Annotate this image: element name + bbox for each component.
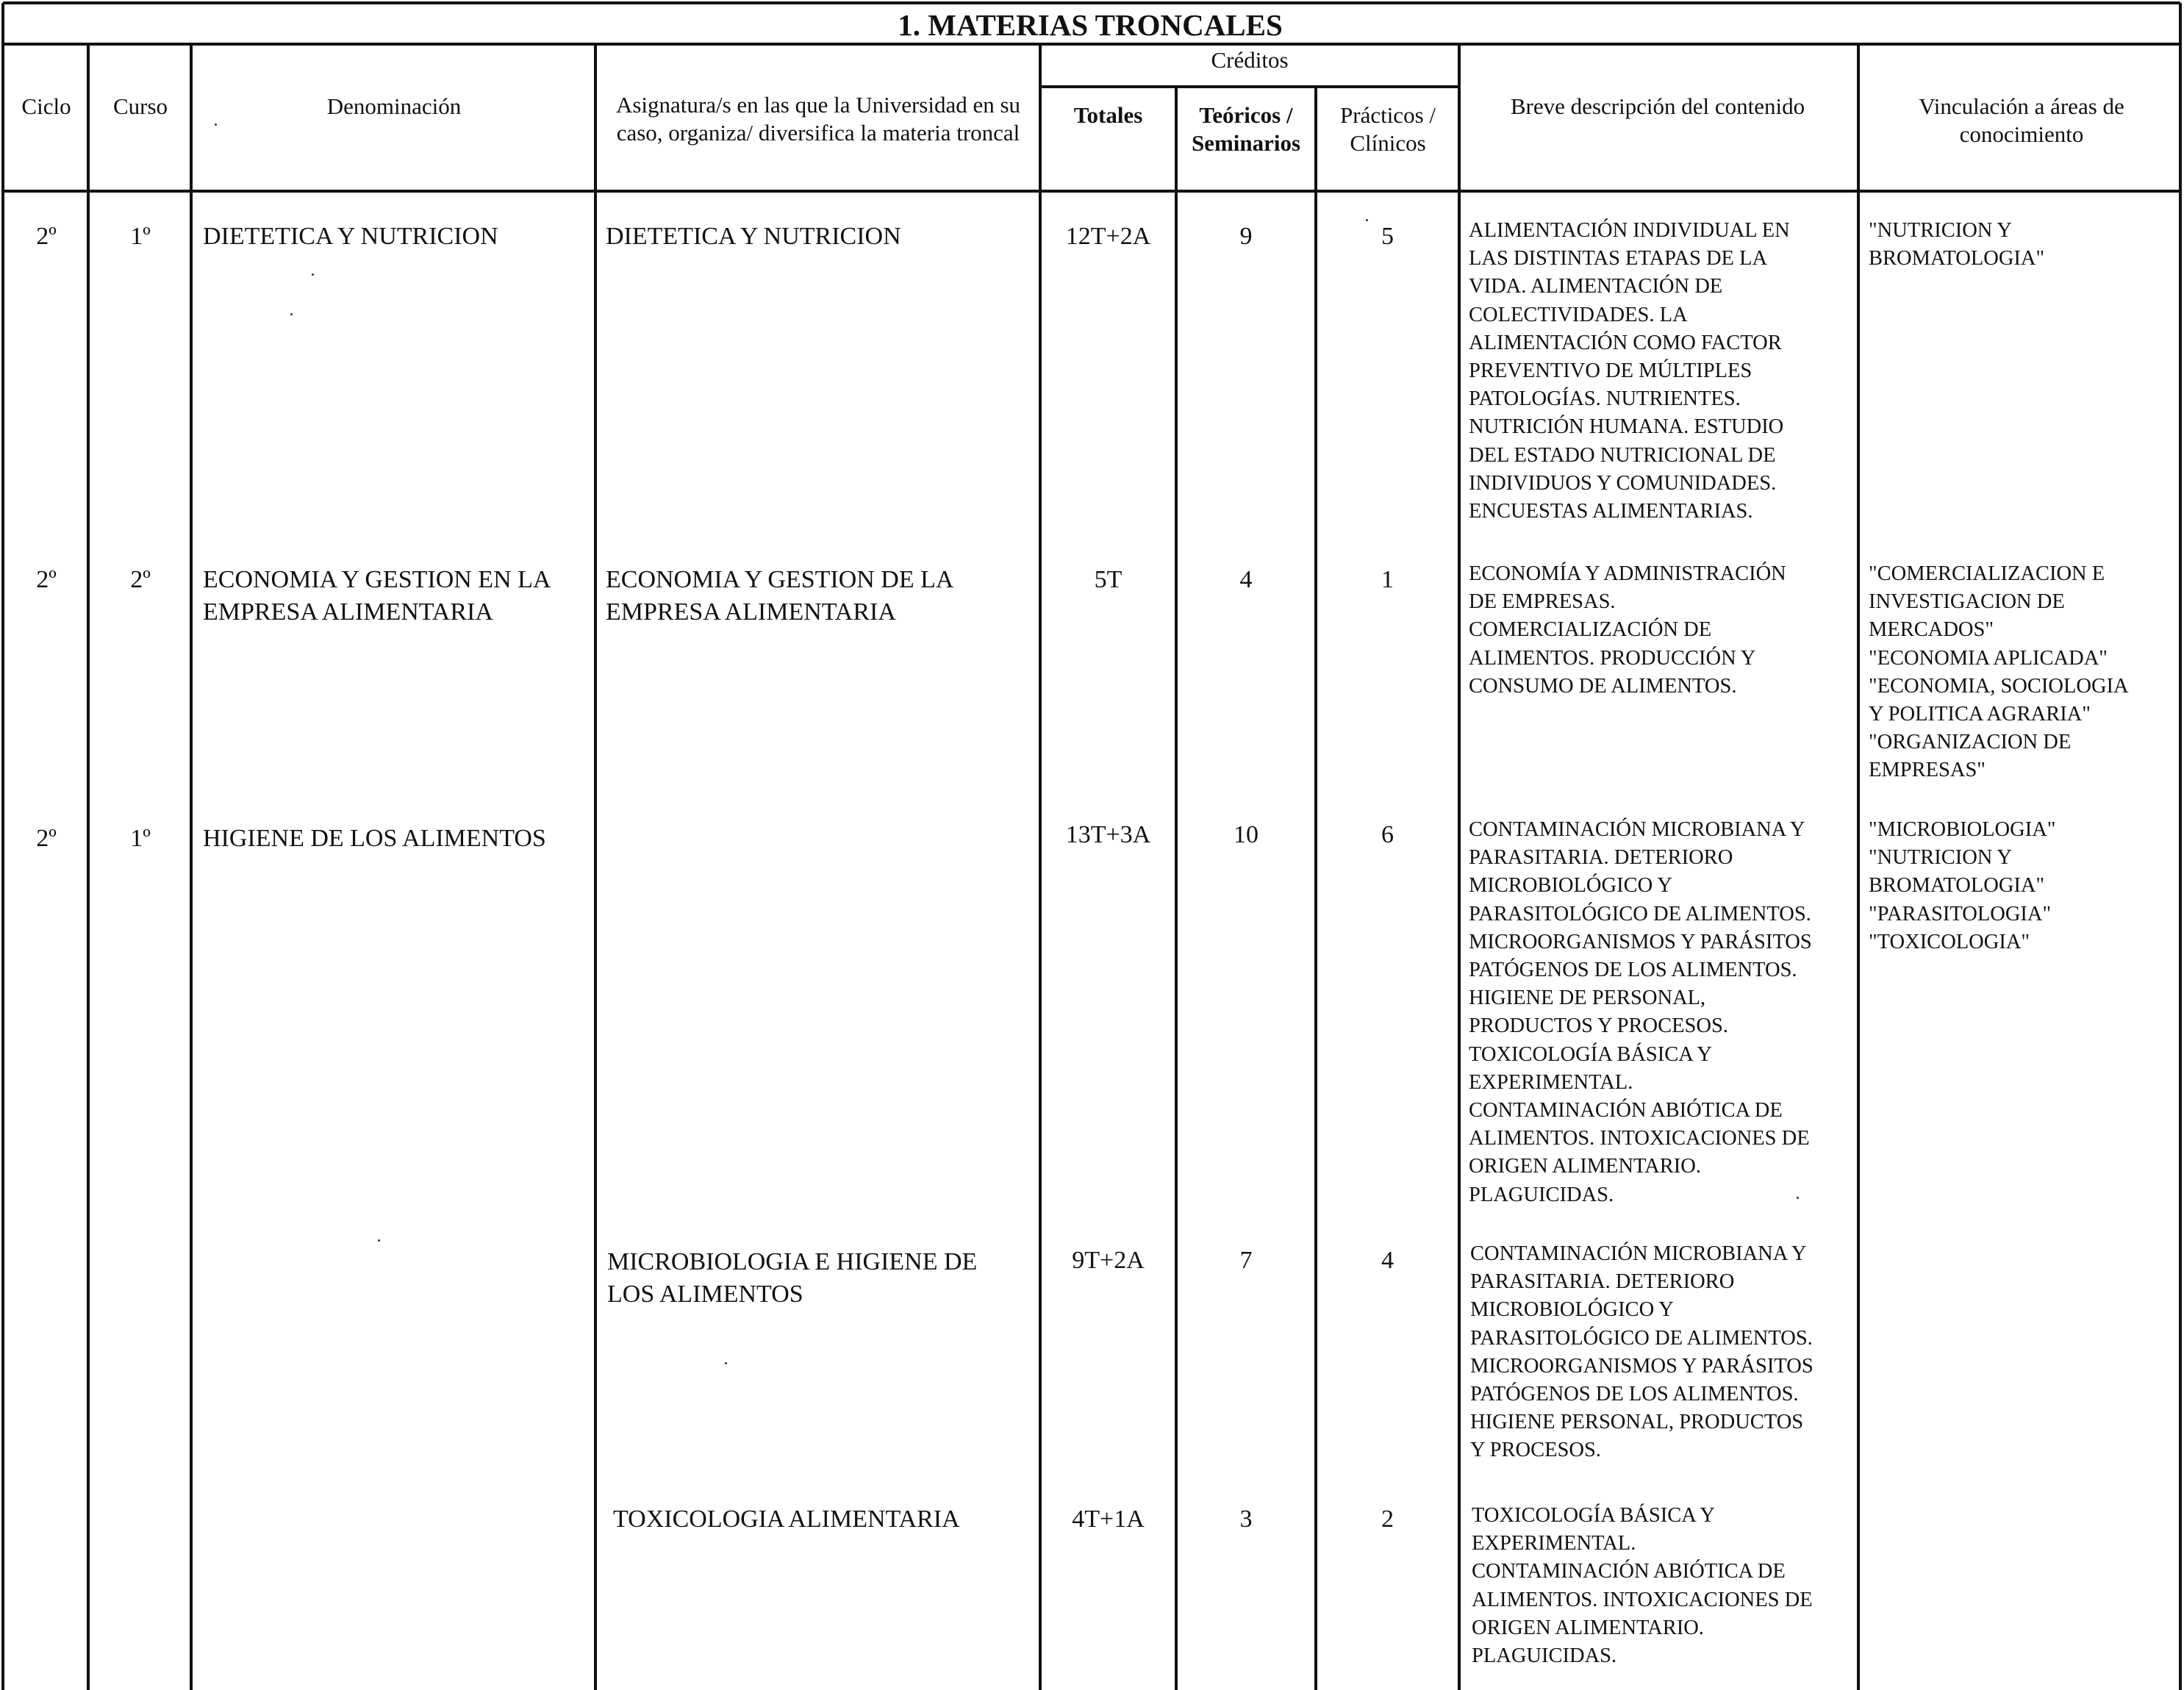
- header-denominacion: Denominación: [326, 93, 462, 119]
- row-2-denominacion: ECONOMIA Y GESTION EN LA EMPRESA ALIMENTARIA: [203, 566, 550, 626]
- row-3-vinculacion: "MICROBIOLOGIA" "NUTRICION Y BROMATOLOGIA" "PARASITOLOGIA" "TOXICOLOGIA": [1869, 818, 2056, 953]
- row-3-descripcion: CONTAMINACIÓN MICROBIANA Y PARASITARIA. DETERIORO MICROBIOLÓGICO Y PARASITOLÓGICO DE ALIMENTOS. MICROORGANISMOS Y PARÁSITOS PATÓGENOS DE LOS ALIMENTOS. HIGIENE DE PERSONAL, PRODUCTOS Y PROCESOS. TOXICOLOGÍA BÁSICA Y EXPERIMENTAL. CONTAMINACIÓN ABIÓTICA DE ALIMENTOS. INTOXICACIONES DE ORIGEN ALIMENTARIO. PLAGUICIDAS.: [1469, 818, 1812, 1206]
- header-ciclo: Ciclo: [21, 93, 71, 119]
- row-4-teoricos: 7: [1239, 1247, 1253, 1274]
- row-3-curso: 1º: [130, 825, 151, 852]
- scan-speck: [1797, 1197, 1799, 1199]
- row-1-totales: 12T+2A: [1065, 223, 1151, 250]
- row-2-asignatura: ECONOMIA Y GESTION DE LA EMPRESA ALIMENTARIA: [606, 566, 953, 626]
- row-2-curso: 2º: [130, 566, 151, 593]
- row-5-asignatura: TOXICOLOGIA ALIMENTARIA: [613, 1505, 960, 1533]
- row-3-denominacion: HIGIENE DE LOS ALIMENTOS: [203, 825, 546, 852]
- header-practicos: Prácticos / Clínicos: [1340, 102, 1436, 156]
- header-asignaturas: Asignatura/s en las que la Universidad en su caso, organiza/ diversifica la materia troncal: [615, 92, 1021, 146]
- row-1-teoricos: 9: [1239, 223, 1253, 250]
- row-2-totales: 5T: [1094, 566, 1123, 593]
- row-5-descripcion: TOXICOLOGÍA BÁSICA Y EXPERIMENTAL. CONTAMINACIÓN ABIÓTICA DE ALIMENTOS. INTOXICACIONES DE ORIGEN ALIMENTARIO. PLAGUICIDAS.: [1472, 1504, 1813, 1668]
- header-descripcion: Breve descripción del contenido: [1510, 93, 1805, 119]
- row-1-practicos: 5: [1381, 223, 1394, 250]
- scan-speck: [725, 1362, 727, 1364]
- row-2-teoricos: 4: [1239, 566, 1253, 593]
- scan-speck: [378, 1239, 380, 1242]
- row-4-asignatura: MICROBIOLOGIA E HIGIENE DE LOS ALIMENTOS: [607, 1248, 978, 1308]
- header-creditos: Créditos: [1211, 47, 1289, 73]
- row-1-descripcion: ALIMENTACIÓN INDIVIDUAL EN LAS DISTINTAS ETAPAS DE LA VIDA. ALIMENTACIÓN DE COLECTIVIDADES. LA ALIMENTACIÓN COMO FACTOR PREVENTIVO DE MÚLTIPLES PATOLOGÍAS. NUTRIENTES. NUTRICIÓN HUMANA. ESTUDIO DEL ESTADO NUTRICIONAL DE INDIVIDUOS Y COMUNIDADES. ENCUESTAS ALIMENTARIAS.: [1469, 219, 1790, 523]
- row-1-curso: 1º: [130, 223, 151, 250]
- row-3-practicos: 6: [1381, 821, 1394, 848]
- row-3-totales: 13T+3A: [1065, 821, 1151, 848]
- header-vinculacion: Vinculación a áreas de conocimiento: [1919, 93, 2124, 147]
- row-4-practicos: 4: [1381, 1247, 1394, 1274]
- header-curso: Curso: [112, 93, 168, 119]
- row-1-ciclo: 2º: [36, 223, 57, 250]
- scan-speck: [290, 313, 293, 315]
- scan-speck: [312, 273, 314, 276]
- header-teoricos: Teóricos / Seminarios: [1191, 102, 1301, 156]
- row-1-denominacion: DIETETICA Y NUTRICION: [203, 223, 498, 250]
- table-title: 1. MATERIAS TRONCALES: [898, 8, 1283, 42]
- row-2-descripcion: ECONOMÍA Y ADMINISTRACIÓN DE EMPRESAS. COMERCIALIZACIÓN DE ALIMENTOS. PRODUCCIÓN Y CONSUMO DE ALIMENTOS.: [1469, 562, 1786, 698]
- scan-speck: [215, 123, 217, 126]
- row-4-descripcion: CONTAMINACIÓN MICROBIANA Y PARASITARIA. DETERIORO MICROBIOLÓGICO Y PARASITOLÓGICO DE ALIMENTOS. MICROORGANISMOS Y PARÁSITOS PATÓGENOS DE LOS ALIMENTOS. HIGIENE PERSONAL, PRODUCTOS Y PROCESOS.: [1470, 1242, 1814, 1462]
- header-totales: Totales: [1073, 102, 1143, 128]
- row-1-asignatura: DIETETICA Y NUTRICION: [606, 223, 901, 250]
- row-4-totales: 9T+2A: [1072, 1247, 1145, 1274]
- row-5-practicos: 2: [1381, 1505, 1394, 1533]
- row-5-totales: 4T+1A: [1072, 1505, 1145, 1533]
- row-1-vinculacion: "NUTRICION Y BROMATOLOGIA": [1869, 219, 2045, 271]
- row-2-practicos: 1: [1381, 566, 1394, 593]
- row-2-vinculacion: "COMERCIALIZACION E INVESTIGACION DE MERCADOS" "ECONOMIA APLICADA" "ECONOMIA, SOCIOLOGIA Y POLITICA AGRARIA" "ORGANIZACION DE EMPRESAS": [1869, 562, 2129, 782]
- row-3-ciclo: 2º: [36, 825, 57, 852]
- row-5-teoricos: 3: [1239, 1505, 1253, 1533]
- row-3-teoricos: 10: [1234, 821, 1259, 848]
- row-2-ciclo: 2º: [36, 566, 57, 593]
- scan-speck: [1366, 219, 1368, 221]
